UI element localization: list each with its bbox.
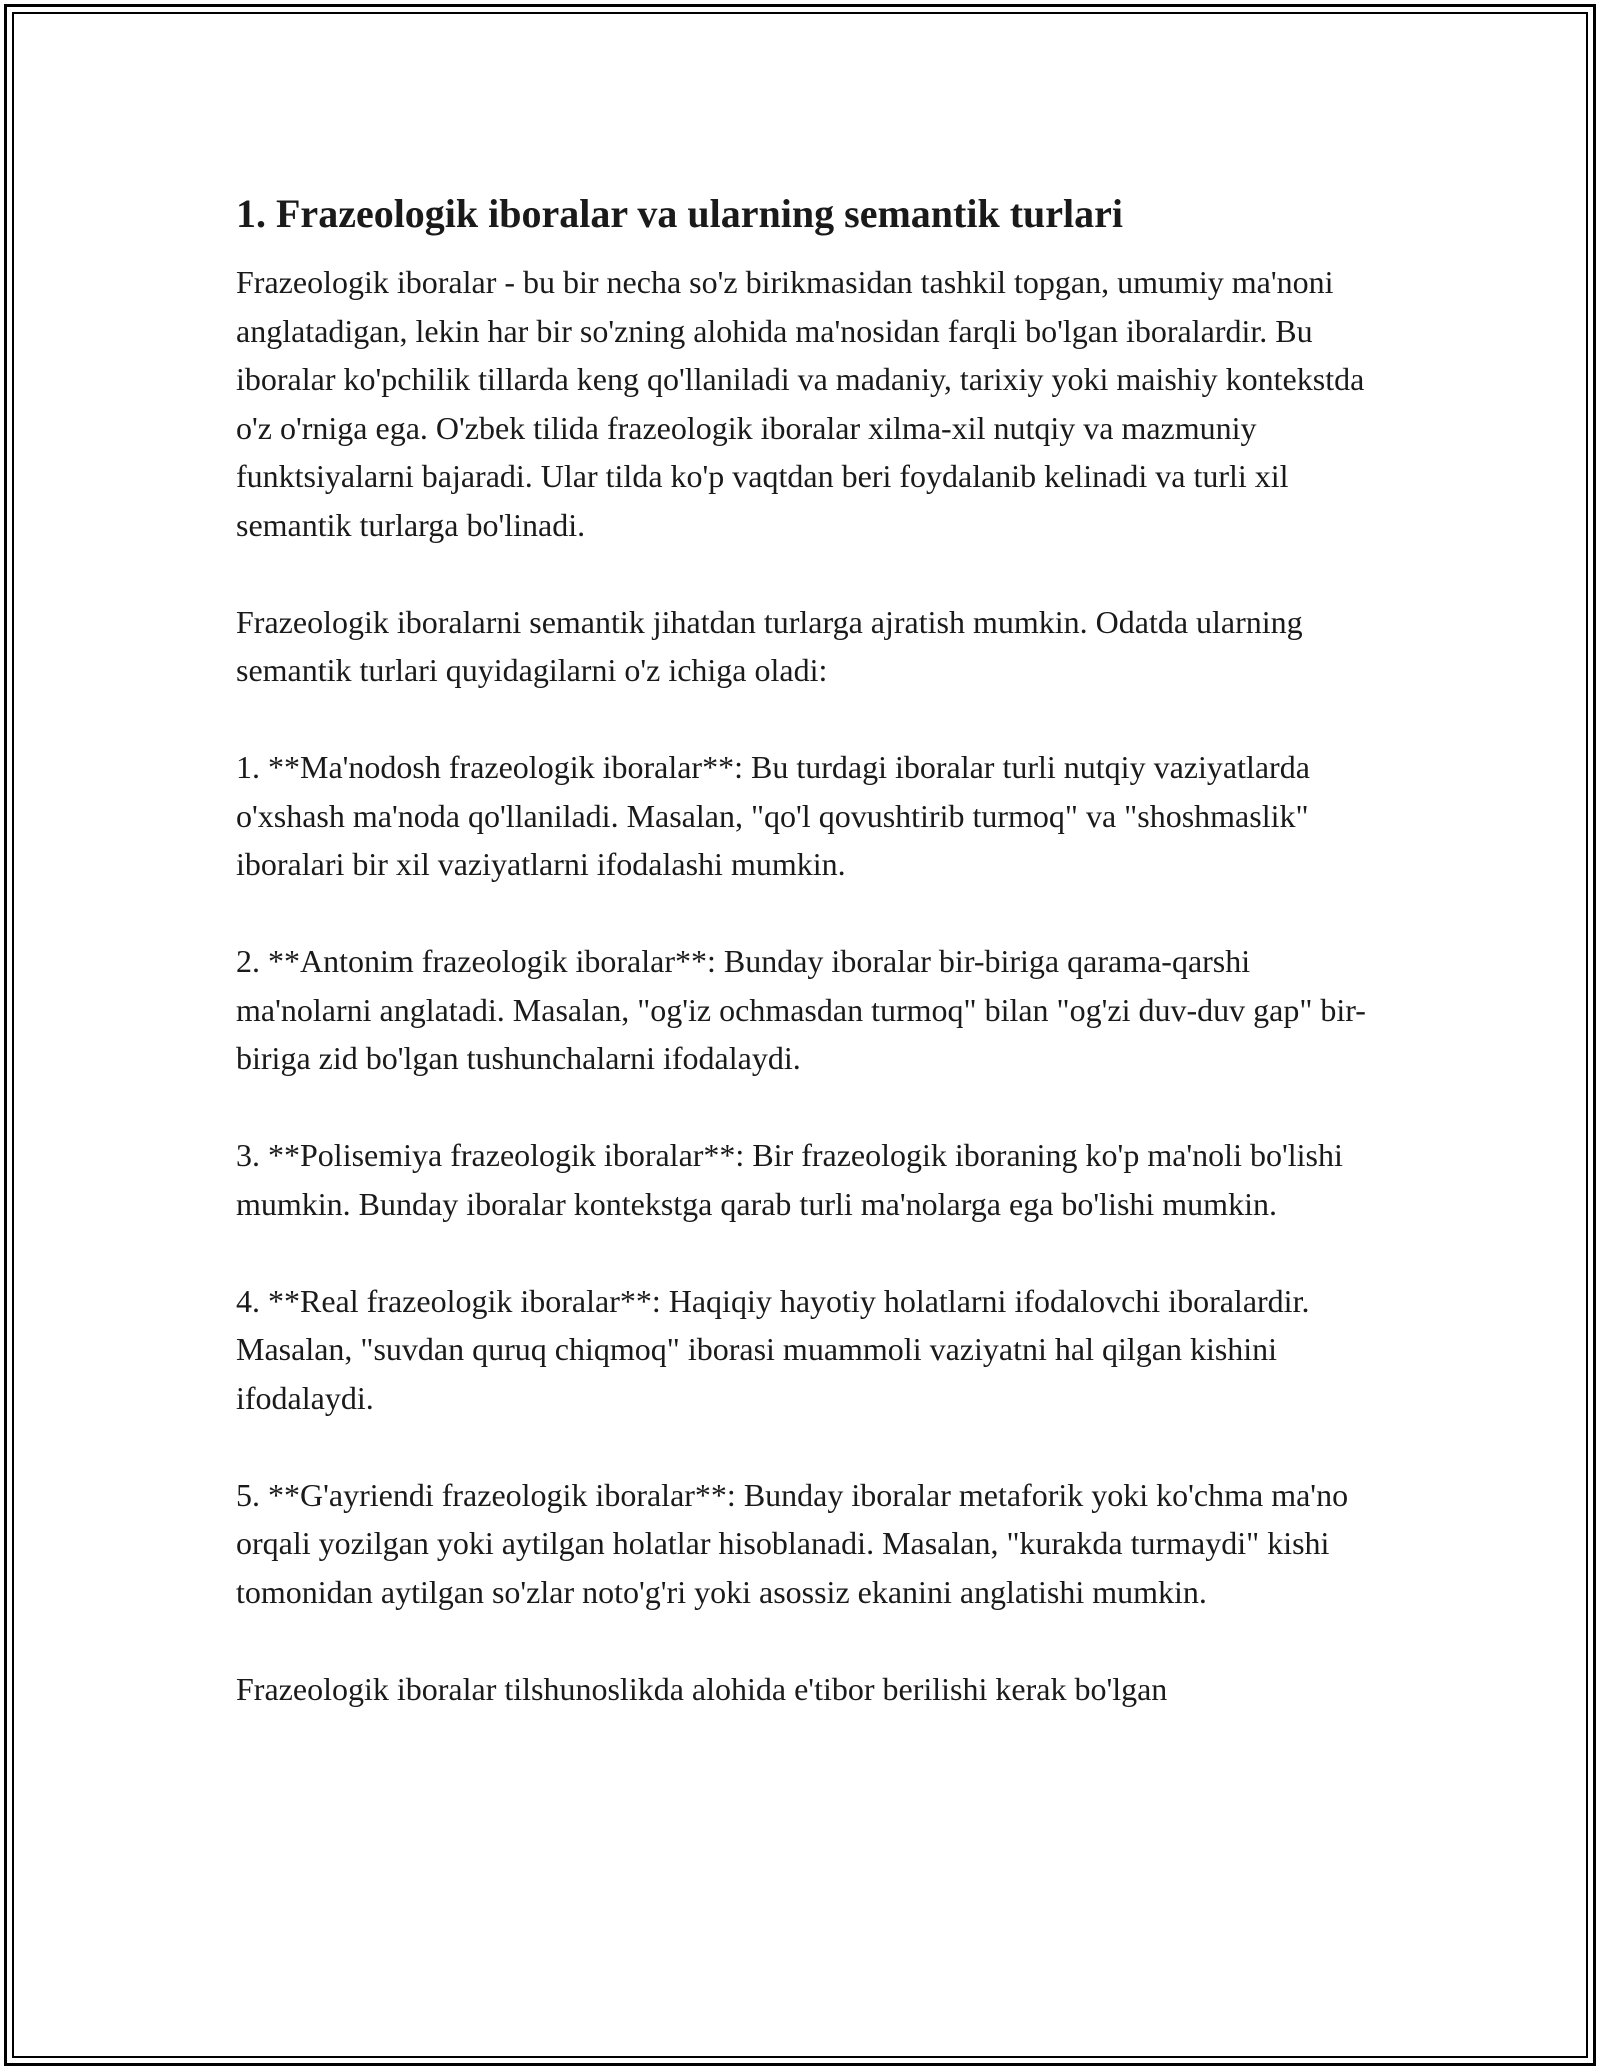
paragraph-semantic-types: Frazeologik iboralarni semantik jihatdan turlarga ajratish mumkin. Odatda ularning semantik turlari quyidagilarni o'z ichiga oladi:: [236, 603, 1303, 688]
document-body: [236, 188, 1372, 1713]
list-item-antonym: 2. **Antonim frazeologik iboralar**: Bunday iboralar bir-biriga qarama-qarshi ma'nolarni anglatadi. Masalan, "og'iz ochmasdan turmoq" bilan "og'zi duv-duv gap" bir-biriga zid bo'lgan tushunchalarni ifodalaydi.: [236, 943, 1366, 1076]
list-item-polysemy: 3. **Polisemiya frazeologik iboralar**: Bir frazeologik iboraning ko'p ma'noli bo'lishi mumkin. Bunday iboralar kontekstga qarab turli ma'nolarga ega bo'lishi mumkin.: [236, 1137, 1343, 1222]
list-item-synonym: 1. **Ma'nodosh frazeologik iboralar**: Bu turdagi iboralar turli nutqiy vaziyatlarda o'xshash ma'noda qo'llaniladi. Masalan, "qo'l qovushtirib turmoq" va "shoshmaslik" iboralari bir xil vaziyatlarni ifodalashi mumkin.: [236, 749, 1310, 882]
paragraph-conclusion: Frazeologik iboralar tilshunoslikda alohida e'tibor berilishi kerak bo'lgan: [236, 1670, 1168, 1707]
list-item-real: 4. **Real frazeologik iboralar**: Haqiqiy hayotiy holatlarni ifodalovchi iboralardir. Masalan, "suvdan quruq chiqmoq" iborasi muammoli vaziyatni hal qilgan kishini ifodalaydi.: [236, 1282, 1310, 1416]
page-title: 1. Frazeologik iboralar va ularning semantik turlari: [236, 191, 1124, 236]
list-item-figurative: 5. **G'ayriendi frazeologik iboralar**: Bunday iboralar metaforik yoki ko'chma ma'no orqali yozilgan yoki aytilgan holatlar hisoblanadi. Masalan, "kurakda turmaydi" kishi tomonidan aytilgan so'zlar noto'g'ri yoki asossiz ekanini anglatishi mumkin.: [236, 1476, 1349, 1610]
paragraph-intro: Frazeologik iboralar - bu bir necha so'z birikmasidan tashkil topgan, umumiy ma'noni anglatadigan, lekin har bir so'zning alohida ma'nosidan farqli bo'lgan iboralardir. Bu iboralar ko'pchilik tillarda keng qo'llaniladi va madaniy, tarixiy yoki maishiy kontekstda o'z o'rniga ega. O'zbek tilida frazeologik iboralar xilma-xil nutqiy va mazmuniy funktsiyalarni bajaradi. Ular tilda ko'p vaqtdan beri foydalanib kelinadi va turli xil semantik turlarga bo'linadi.: [236, 264, 1365, 543]
